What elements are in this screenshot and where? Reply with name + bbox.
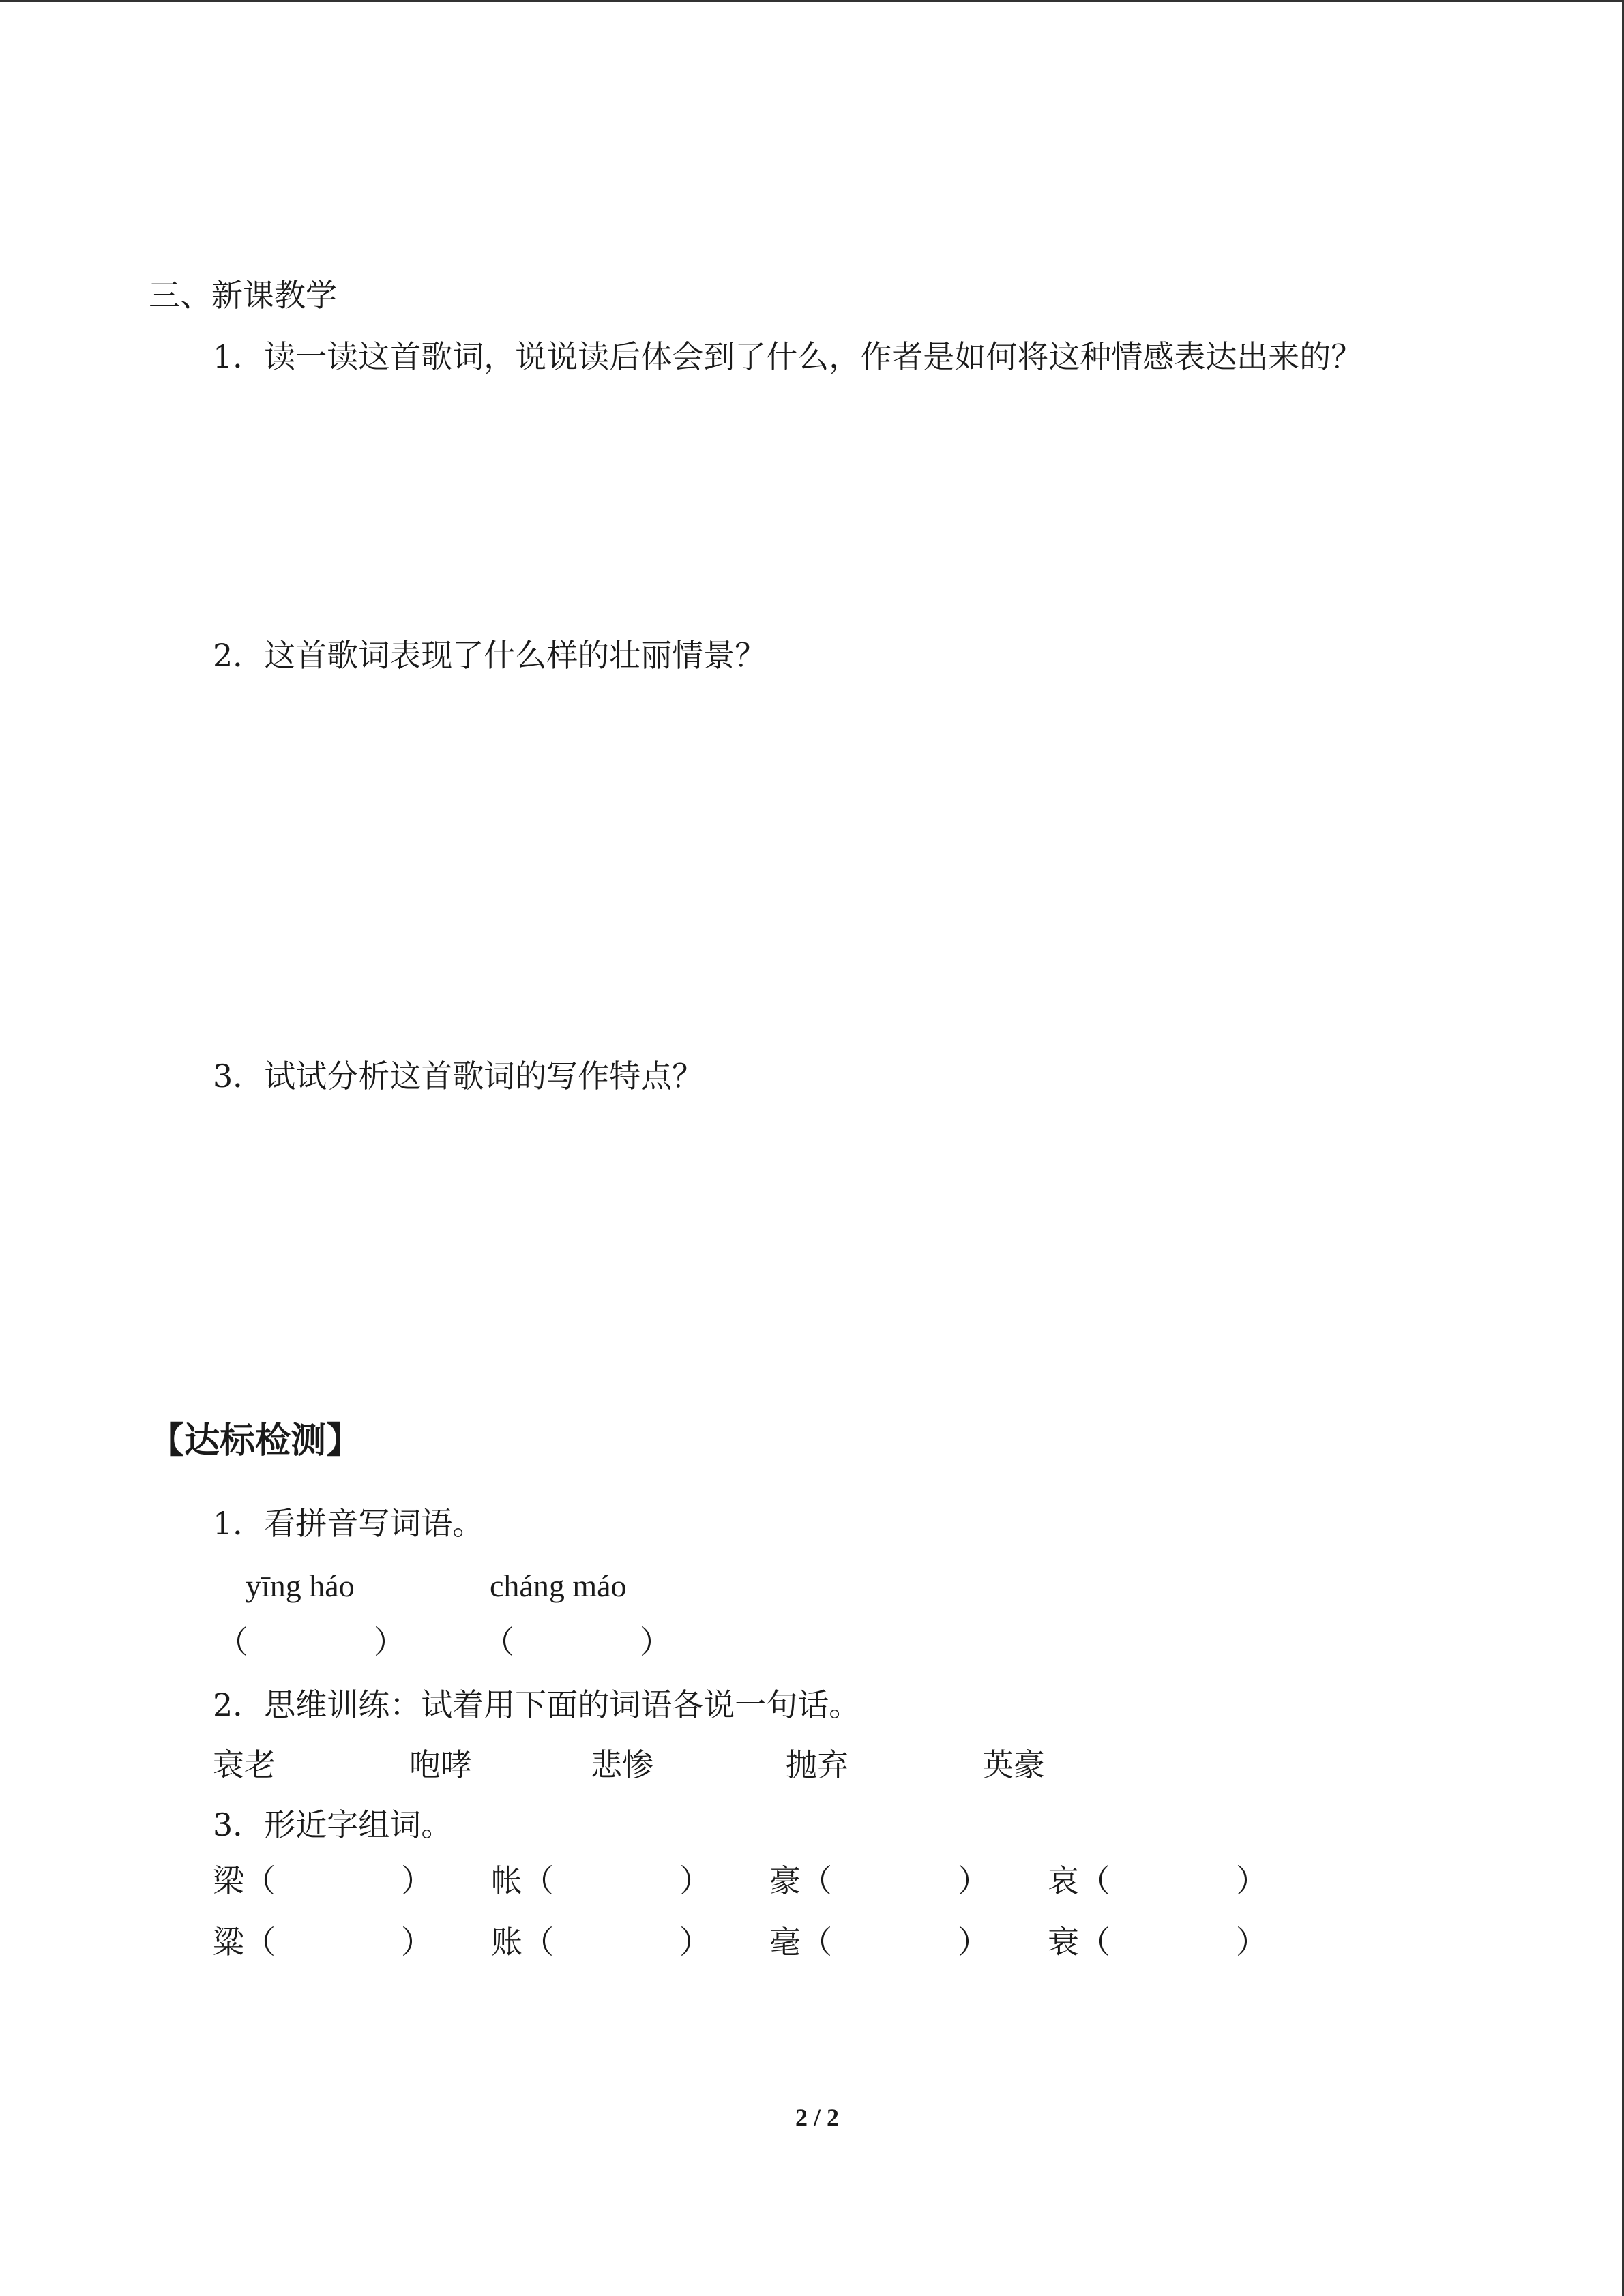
char-group-1a[interactable]: 梁（ ） — [213, 1862, 432, 1899]
assessment-q2-prompt: 2．思维训练：试着用下面的词语各说一句话。 — [213, 1686, 861, 1723]
assessment-q3-prompt: 3．形近字组词。 — [213, 1806, 453, 1843]
answer-blank-2[interactable]: （ ） — [483, 1624, 671, 1660]
char-group-1b[interactable]: 粱（ ） — [213, 1924, 432, 1960]
assessment-title: 【达标检测】 — [149, 1420, 362, 1461]
char-group-2a[interactable]: 帐（ ） — [491, 1862, 711, 1899]
word-1: 衰老 — [213, 1746, 276, 1783]
page-top-border — [0, 0, 1623, 2]
pinyin-1: yīng háo — [246, 1568, 355, 1603]
word-3: 悲惨 — [591, 1746, 653, 1783]
char-group-3a[interactable]: 豪（ ） — [769, 1862, 989, 1899]
question-3: 3．试试分析这首歌词的写作特点？ — [213, 1058, 704, 1094]
char-group-4b[interactable]: 衰（ ） — [1048, 1924, 1267, 1960]
question-1: 1．读一读这首歌词，说说读后体会到了什么，作者是如何将这种情感表达出来的？ — [213, 338, 1363, 375]
char-group-2b[interactable]: 账（ ） — [491, 1924, 711, 1960]
word-4: 抛弃 — [786, 1746, 848, 1783]
answer-blank-1[interactable]: （ ） — [217, 1624, 405, 1660]
page-number: 2 / 2 — [795, 2104, 840, 2131]
section-heading: 三、新课教学 — [149, 277, 337, 314]
word-2: 咆哮 — [409, 1746, 472, 1783]
word-5: 英豪 — [982, 1746, 1045, 1783]
question-2: 2．这首歌词表现了什么样的壮丽情景？ — [213, 637, 767, 674]
char-group-3b[interactable]: 毫（ ） — [769, 1924, 989, 1960]
char-group-4a[interactable]: 哀（ ） — [1048, 1862, 1267, 1899]
pinyin-2: cháng máo — [490, 1568, 627, 1603]
assessment-q1-prompt: 1．看拼音写词语。 — [213, 1505, 484, 1542]
